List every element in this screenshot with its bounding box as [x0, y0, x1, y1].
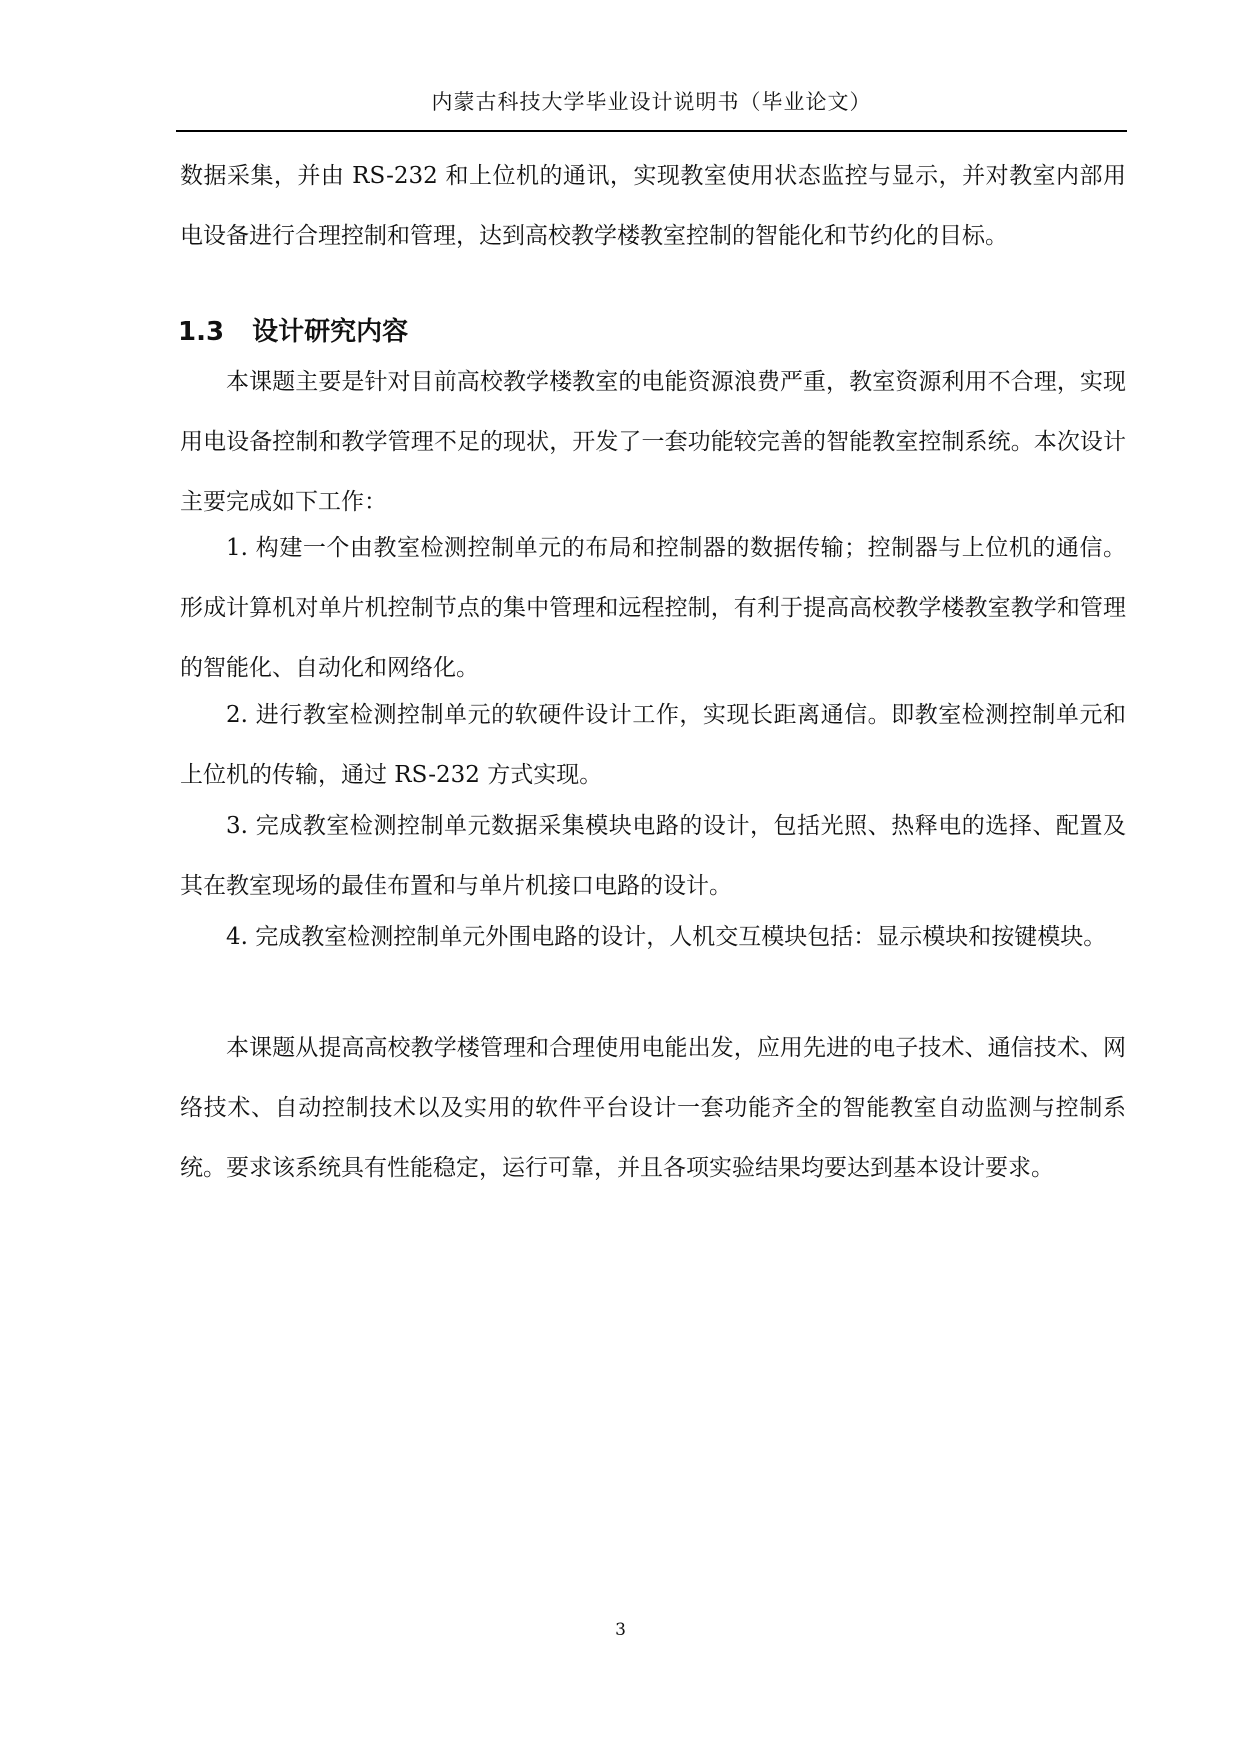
list-item-2: 2. 进行教室检测控制单元的软硬件设计工作，实现长距离通信。即教室检测控制单元和上位机的传输，通过 RS-232 方式实现。 [180, 702, 1126, 788]
section-number: 1.3 [178, 317, 225, 347]
header-rule [176, 130, 1127, 132]
intro-paragraph: 数据采集，并由 RS-232 和上位机的通讯，实现教室使用状态监控与显示，并对教室内部用电设备进行合理控制和管理，达到高校教学楼教室控制的智能化和节约化的目标。 [180, 163, 1126, 249]
paragraph-conclusion: 本课题从提高高校教学楼管理和合理使用电能出发，应用先进的电子技术、通信技术、网络技术、自动控制技术以及实用的软件平台设计一套功能齐全的智能教室自动监测与控制系统。要求该系统具有性能稳定，运行可靠，并且各项实验结果均要达到基本设计要求。 [180, 1035, 1126, 1181]
page-number: 3 [615, 1620, 626, 1640]
list-item-3: 3. 完成教室检测控制单元数据采集模块电路的设计，包括光照、热释电的选择、配置及其在教室现场的最佳布置和与单片机接口电路的设计。 [180, 813, 1126, 899]
section-title: 设计研究内容 [252, 317, 409, 347]
list-item-4: 4. 完成教室检测控制单元外围电路的设计，人机交互模块包括：显示模块和按键模块。 [226, 924, 1107, 950]
list-item-1: 1. 构建一个由教室检测控制单元的布局和控制器的数据传输；控制器与上位机的通信。形成计算机对单片机控制节点的集中管理和远程控制，有利于提高高校教学楼教室教学和管理的智能化、自动化和网络化。 [180, 535, 1126, 681]
page-header: 内蒙古科技大学毕业设计说明书（毕业论文） [431, 90, 872, 114]
paragraph-intro-work: 本课题主要是针对目前高校教学楼教室的电能资源浪费严重，教室资源利用不合理，实现用电设备控制和教学管理不足的现状，开发了一套功能较完善的智能教室控制系统。本次设计主要完成如下工作： [180, 369, 1126, 515]
section-heading [178, 312, 408, 352]
